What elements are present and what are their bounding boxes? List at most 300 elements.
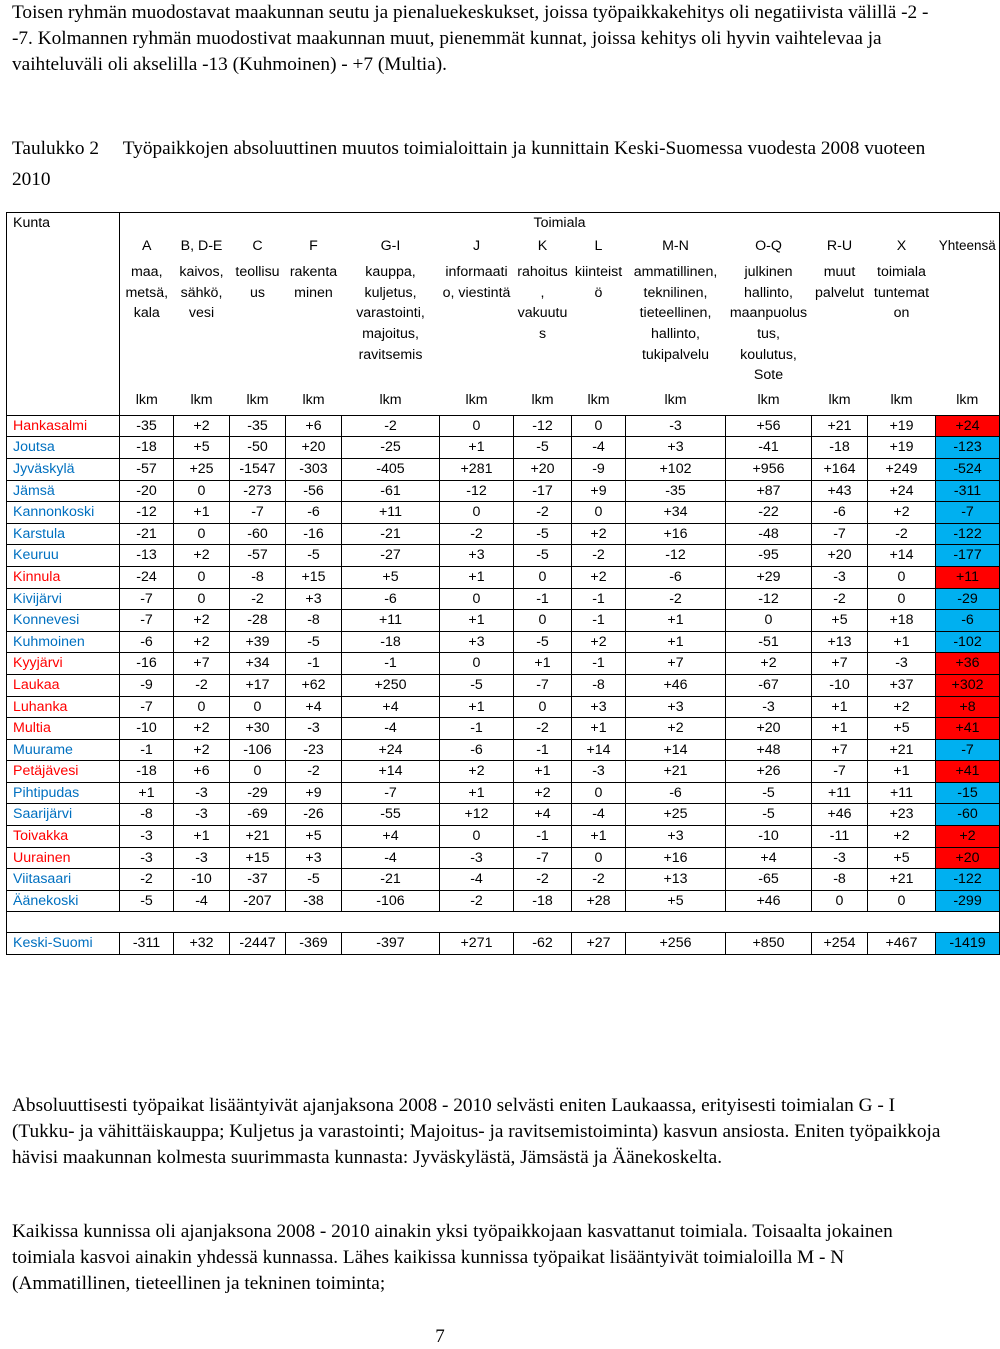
row-total-cell: -122 — [936, 523, 1000, 545]
value-cell: -9 — [120, 674, 174, 696]
value-cell: -21 — [342, 523, 440, 545]
value-cell: +1 — [626, 610, 726, 632]
municipality-name: Saarijärvi — [7, 804, 120, 826]
value-cell: -405 — [342, 458, 440, 480]
value-cell: 0 — [440, 415, 514, 437]
municipality-name: Laukaa — [7, 674, 120, 696]
column-unit: lkm — [828, 392, 851, 409]
value-cell: -2 — [868, 523, 936, 545]
table-row — [7, 502, 1000, 524]
value-cell: -25 — [342, 437, 440, 459]
value-cell: -3 — [440, 847, 514, 869]
value-cell: -1 — [514, 588, 572, 610]
value-cell: +2 — [440, 761, 514, 783]
value-cell: +3 — [286, 588, 342, 610]
kunta-header: Kunta — [7, 213, 120, 416]
value-cell: +1 — [812, 718, 868, 740]
value-cell: +956 — [726, 458, 812, 480]
value-cell: +62 — [286, 674, 342, 696]
municipality-name: Äänekoski — [7, 890, 120, 912]
value-cell: -3 — [120, 826, 174, 848]
column-code: R-U — [826, 237, 853, 254]
value-cell: -18 — [812, 437, 868, 459]
column-unit: lkm — [379, 392, 402, 409]
value-cell: -1 — [572, 653, 626, 675]
value-cell: -18 — [342, 631, 440, 653]
column-unit: lkm — [936, 390, 1000, 415]
value-cell: 0 — [174, 588, 230, 610]
value-cell: +19 — [868, 437, 936, 459]
value-cell: +46 — [812, 804, 868, 826]
value-cell: -12 — [514, 415, 572, 437]
table-row — [7, 588, 1000, 610]
value-cell: +2 — [514, 782, 572, 804]
value-cell: -12 — [726, 588, 812, 610]
value-cell: +19 — [868, 415, 936, 437]
row-total-cell: -311 — [936, 480, 1000, 502]
value-cell: -1 — [514, 826, 572, 848]
value-cell: -8 — [572, 674, 626, 696]
table-row — [7, 415, 1000, 437]
spacer-cell — [7, 912, 1000, 933]
column-unit: lkm — [587, 392, 610, 409]
value-cell: +4 — [514, 804, 572, 826]
value-cell: +1 — [440, 437, 514, 459]
header-row-names — [7, 256, 1000, 390]
column-unit: lkm — [757, 392, 780, 409]
value-cell: -7 — [230, 502, 286, 524]
table-row — [7, 480, 1000, 502]
value-cell: +21 — [812, 415, 868, 437]
value-cell: +17 — [230, 674, 286, 696]
value-cell: -37 — [230, 869, 286, 891]
value-cell: +3 — [626, 826, 726, 848]
value-cell: -5 — [726, 782, 812, 804]
value-cell: 0 — [440, 502, 514, 524]
municipality-name: Kinnula — [7, 566, 120, 588]
municipality-name: Jämsä — [7, 480, 120, 502]
value-cell: 0 — [868, 890, 936, 912]
table-row — [7, 437, 1000, 459]
value-cell: -4 — [572, 804, 626, 826]
value-cell: +39 — [230, 631, 286, 653]
value-cell: +46 — [626, 674, 726, 696]
value-cell: -21 — [120, 523, 174, 545]
analysis-text-2: Kaikissa kunnissa oli ajanjaksona 2008 - 2010 ainakin yksi työpaikkojaan kasvattanut toimiala. Toisaalta jokainen toimiala kasvoi ainakin yhdessä kunnassa. Lähes kaikissa kunnissa työpaikat lisääntyivät toimialoilla M - N (Ammatillinen, tieteellinen ja tekninen toiminta; — [12, 1221, 893, 1294]
column-name: muut palvelut — [815, 264, 864, 301]
column-name: informaatio, viestintä — [442, 264, 511, 301]
value-cell: +20 — [286, 437, 342, 459]
value-cell: +3 — [626, 437, 726, 459]
value-cell: +32 — [174, 933, 230, 955]
row-total-cell: -177 — [936, 545, 1000, 567]
value-cell: -5 — [514, 523, 572, 545]
intro-text: Toisen ryhmän muodostavat maakunnan seutu ja pienaluekeskukset, joissa työpaikkakehitys oli negatiivista välillä -2 - -7. Kolmannen ryhmän muodostivat maakunnan muut, pienemmät kunnat, joissa kehitys oli hyvin vaihtelevaa ja vaihteluväli oli akselilla -13 (Kuhmoinen) - +7 (Multia). — [12, 2, 929, 75]
value-cell: -4 — [342, 718, 440, 740]
value-cell: -60 — [230, 523, 286, 545]
value-cell: -2 — [572, 869, 626, 891]
value-cell: +249 — [868, 458, 936, 480]
row-total-cell: +11 — [936, 566, 1000, 588]
column-unit: lkm — [465, 392, 488, 409]
table-row — [7, 890, 1000, 912]
value-cell: -23 — [286, 739, 342, 761]
value-cell: 0 — [868, 588, 936, 610]
value-cell: -27 — [342, 545, 440, 567]
value-cell: -1 — [572, 610, 626, 632]
analysis-paragraph-1 — [12, 1093, 952, 1171]
row-total-cell: -6 — [936, 610, 1000, 632]
value-cell: -397 — [342, 933, 440, 955]
value-cell: -2 — [174, 674, 230, 696]
row-total-cell: +302 — [936, 674, 1000, 696]
value-cell: -41 — [726, 437, 812, 459]
value-cell: +1 — [514, 653, 572, 675]
value-cell: +3 — [286, 847, 342, 869]
value-cell: -16 — [286, 523, 342, 545]
municipality-name: Joutsa — [7, 437, 120, 459]
municipality-name: Viitasaari — [7, 869, 120, 891]
column-unit: lkm — [246, 392, 269, 409]
column-code: F — [309, 237, 318, 254]
value-cell: +4 — [342, 826, 440, 848]
value-cell: +2 — [174, 545, 230, 567]
value-cell: -7 — [812, 523, 868, 545]
row-total-cell: -7 — [936, 739, 1000, 761]
value-cell: -106 — [342, 890, 440, 912]
value-cell: +6 — [286, 415, 342, 437]
value-cell: +1 — [626, 631, 726, 653]
value-cell: 0 — [572, 502, 626, 524]
column-code: O-Q — [755, 237, 782, 254]
value-cell: -9 — [572, 458, 626, 480]
value-cell: +25 — [626, 804, 726, 826]
value-cell: +46 — [726, 890, 812, 912]
value-cell: -57 — [230, 545, 286, 567]
value-cell: +2 — [868, 826, 936, 848]
value-cell: +1 — [120, 782, 174, 804]
value-cell: +1 — [868, 761, 936, 783]
value-cell: -2 — [572, 545, 626, 567]
value-cell: +1 — [868, 631, 936, 653]
value-cell: -7 — [514, 674, 572, 696]
value-cell: -1 — [120, 739, 174, 761]
value-cell: +5 — [812, 610, 868, 632]
value-cell: +48 — [726, 739, 812, 761]
header-row-units — [7, 390, 1000, 415]
value-cell: +20 — [514, 458, 572, 480]
value-cell: +1 — [514, 761, 572, 783]
value-cell: 0 — [174, 480, 230, 502]
value-cell: +11 — [342, 502, 440, 524]
value-cell: -5 — [726, 804, 812, 826]
value-cell: +2 — [868, 696, 936, 718]
value-cell: +9 — [286, 782, 342, 804]
value-cell: -55 — [342, 804, 440, 826]
value-cell: +2 — [572, 631, 626, 653]
value-cell: -1 — [342, 653, 440, 675]
value-cell: -273 — [230, 480, 286, 502]
value-cell: 0 — [514, 566, 572, 588]
value-cell: -10 — [726, 826, 812, 848]
value-cell: -2 — [514, 869, 572, 891]
value-cell: 0 — [440, 826, 514, 848]
value-cell: -3 — [726, 696, 812, 718]
value-cell: -2 — [440, 890, 514, 912]
value-cell: -12 — [440, 480, 514, 502]
value-cell: +5 — [626, 890, 726, 912]
value-cell: -56 — [286, 480, 342, 502]
municipality-name: Toivakka — [7, 826, 120, 848]
value-cell: -26 — [286, 804, 342, 826]
value-cell: -28 — [230, 610, 286, 632]
row-total-cell: -122 — [936, 869, 1000, 891]
caption-label: Taulukko 2 — [12, 138, 100, 159]
value-cell: +16 — [626, 523, 726, 545]
table-row — [7, 761, 1000, 783]
value-cell: +9 — [572, 480, 626, 502]
table-row — [7, 718, 1000, 740]
value-cell: -69 — [230, 804, 286, 826]
value-cell: -18 — [514, 890, 572, 912]
column-unit: lkm — [190, 392, 213, 409]
value-cell: -7 — [812, 761, 868, 783]
value-cell: 0 — [174, 523, 230, 545]
caption-text: Työpaikkojen absoluuttinen muutos toimialoittain ja kunnittain Keski-Suomessa vuodesta 2008 vuoteen 2010 — [12, 138, 926, 190]
value-cell: +24 — [342, 739, 440, 761]
table-row — [7, 653, 1000, 675]
value-cell: -7 — [514, 847, 572, 869]
value-cell: -10 — [120, 718, 174, 740]
row-total-cell: +2 — [936, 826, 1000, 848]
row-total-cell: -7 — [936, 502, 1000, 524]
value-cell: +34 — [626, 502, 726, 524]
value-cell: -8 — [286, 610, 342, 632]
value-cell: +28 — [572, 890, 626, 912]
table-row — [7, 804, 1000, 826]
value-cell: -3 — [868, 653, 936, 675]
value-cell: +4 — [726, 847, 812, 869]
value-cell: +1 — [812, 696, 868, 718]
value-cell: -6 — [342, 588, 440, 610]
value-cell: +7 — [174, 653, 230, 675]
value-cell: +5 — [286, 826, 342, 848]
municipality-name: Kivijärvi — [7, 588, 120, 610]
value-cell: +15 — [230, 847, 286, 869]
employment-change-table — [6, 212, 1000, 955]
value-cell: +5 — [868, 718, 936, 740]
value-cell: +18 — [868, 610, 936, 632]
value-cell: -8 — [120, 804, 174, 826]
value-cell: -18 — [120, 761, 174, 783]
column-code: A — [142, 237, 152, 254]
value-cell: -48 — [726, 523, 812, 545]
value-cell: 0 — [572, 415, 626, 437]
value-cell: +2 — [174, 739, 230, 761]
value-cell: -10 — [174, 869, 230, 891]
municipality-name: Multia — [7, 718, 120, 740]
value-cell: -6 — [626, 782, 726, 804]
value-cell: -2447 — [230, 933, 286, 955]
column-name: teollisuus — [235, 264, 280, 301]
municipality-name: Luhanka — [7, 696, 120, 718]
value-cell: +1 — [440, 696, 514, 718]
value-cell: -4 — [342, 847, 440, 869]
value-cell: +250 — [342, 674, 440, 696]
value-cell: -65 — [726, 869, 812, 891]
column-code: L — [594, 237, 603, 254]
value-cell: -5 — [286, 545, 342, 567]
value-cell: -8 — [812, 869, 868, 891]
row-total-cell: -299 — [936, 890, 1000, 912]
column-name: kiinteistö — [574, 264, 623, 301]
municipality-name: Kuhmoinen — [7, 631, 120, 653]
value-cell: +13 — [812, 631, 868, 653]
municipality-name: Muurame — [7, 739, 120, 761]
value-cell: -4 — [440, 869, 514, 891]
value-cell: +11 — [812, 782, 868, 804]
value-cell: -2 — [626, 588, 726, 610]
page-number: 7 — [435, 1326, 445, 1347]
value-cell: +43 — [812, 480, 868, 502]
value-cell: +5 — [868, 847, 936, 869]
table-row — [7, 847, 1000, 869]
value-cell: +16 — [626, 847, 726, 869]
value-cell: +2 — [174, 610, 230, 632]
value-cell: +5 — [174, 437, 230, 459]
column-code: G-I — [380, 237, 401, 254]
value-cell: -38 — [286, 890, 342, 912]
analysis-text-1: Absoluuttisesti työpaikat lisääntyivät ajanjaksona 2008 - 2010 selvästi eniten Laukaassa, erityisesti toimialan G - I (Tukku- ja vähittäiskauppa; Kuljetus ja varastointi; Majoitus- ja ravitsemistoiminta) kasvun ansiosta. Eniten työpaikkoja hävisi maakunnan kolmesta suurimmasta kunnasta: Jyväskylästä, Jämsästä ja Äänekoskelta. — [12, 1095, 941, 1168]
table-row — [7, 631, 1000, 653]
value-cell: -1 — [286, 653, 342, 675]
value-cell: -1 — [440, 718, 514, 740]
column-name: kaivos, sähkö, vesi — [179, 264, 224, 322]
value-cell: -35 — [626, 480, 726, 502]
value-cell: +1 — [440, 610, 514, 632]
row-total-cell: -15 — [936, 782, 1000, 804]
value-cell: -207 — [230, 890, 286, 912]
header-row-group — [7, 213, 1000, 234]
value-cell: -4 — [572, 437, 626, 459]
column-code: C — [252, 237, 263, 254]
row-total-cell: -524 — [936, 458, 1000, 480]
table-row — [7, 696, 1000, 718]
value-cell: -11 — [812, 826, 868, 848]
value-cell: -95 — [726, 545, 812, 567]
value-cell: -57 — [120, 458, 174, 480]
column-code: J — [472, 237, 481, 254]
value-cell: +2 — [572, 566, 626, 588]
column-name: kauppa, kuljetus, varastointi, majoitus, ravitsemis — [356, 264, 425, 363]
row-total-cell: -102 — [936, 631, 1000, 653]
row-total-cell: -123 — [936, 437, 1000, 459]
value-cell: -3 — [286, 718, 342, 740]
value-cell: -1 — [514, 739, 572, 761]
value-cell: +20 — [812, 545, 868, 567]
value-cell: +467 — [868, 933, 936, 955]
value-cell: 0 — [868, 566, 936, 588]
value-cell: -2 — [514, 718, 572, 740]
value-cell: +254 — [812, 933, 868, 955]
column-code: X — [896, 237, 907, 254]
municipality-name: Jyväskylä — [7, 458, 120, 480]
value-cell: -5 — [514, 631, 572, 653]
value-cell: +3 — [626, 696, 726, 718]
value-cell: +87 — [726, 480, 812, 502]
table-row — [7, 739, 1000, 761]
value-cell: -2 — [120, 869, 174, 891]
municipality-name: Kyyjärvi — [7, 653, 120, 675]
value-cell: +21 — [868, 869, 936, 891]
value-cell: 0 — [572, 847, 626, 869]
value-cell: 0 — [572, 782, 626, 804]
column-name: rahoitus, vakuutus — [517, 264, 568, 342]
column-code: Yhteensä — [936, 234, 1000, 257]
value-cell: -5 — [514, 545, 572, 567]
table-row — [7, 566, 1000, 588]
table-row — [7, 610, 1000, 632]
municipality-name: Hankasalmi — [7, 415, 120, 437]
value-cell: -2 — [514, 502, 572, 524]
value-cell: -61 — [342, 480, 440, 502]
value-cell: -5 — [514, 437, 572, 459]
value-cell: +37 — [868, 674, 936, 696]
row-total-cell: +20 — [936, 847, 1000, 869]
value-cell: -17 — [514, 480, 572, 502]
column-unit: lkm — [890, 392, 913, 409]
total-row — [7, 933, 1000, 955]
column-name: toimiala tuntematon — [873, 264, 930, 322]
column-code: B, D-E — [180, 237, 223, 254]
value-cell: +7 — [626, 653, 726, 675]
value-cell: +14 — [572, 739, 626, 761]
value-cell: -7 — [120, 588, 174, 610]
value-cell: 0 — [174, 696, 230, 718]
value-cell: -6 — [286, 502, 342, 524]
value-cell: +11 — [342, 610, 440, 632]
column-name: rakentaminen — [289, 264, 338, 301]
value-cell: -3 — [812, 847, 868, 869]
value-cell: +281 — [440, 458, 514, 480]
value-cell: +3 — [440, 545, 514, 567]
header-row-codes — [7, 234, 1000, 257]
value-cell: +164 — [812, 458, 868, 480]
value-cell: -1 — [572, 588, 626, 610]
column-unit: lkm — [302, 392, 325, 409]
value-cell: +30 — [230, 718, 286, 740]
municipality-name: Uurainen — [7, 847, 120, 869]
value-cell: +7 — [812, 653, 868, 675]
value-cell: -20 — [120, 480, 174, 502]
value-cell: +2 — [626, 718, 726, 740]
municipality-name: Petäjävesi — [7, 761, 120, 783]
table-caption — [12, 133, 952, 195]
column-name: ammatillinen, teknilinen, tieteellinen, hallinto, tukipalvelu — [633, 264, 718, 363]
value-cell: -1547 — [230, 458, 286, 480]
value-cell: +1 — [572, 826, 626, 848]
value-cell: -2 — [286, 761, 342, 783]
table-body — [7, 415, 1000, 954]
column-code: M-N — [662, 237, 689, 254]
value-cell: +2 — [174, 415, 230, 437]
table-row — [7, 458, 1000, 480]
value-cell: -311 — [120, 933, 174, 955]
column-code: K — [537, 237, 548, 254]
value-cell: +25 — [174, 458, 230, 480]
value-cell: +5 — [342, 566, 440, 588]
municipality-name: Keski-Suomi — [7, 933, 120, 955]
